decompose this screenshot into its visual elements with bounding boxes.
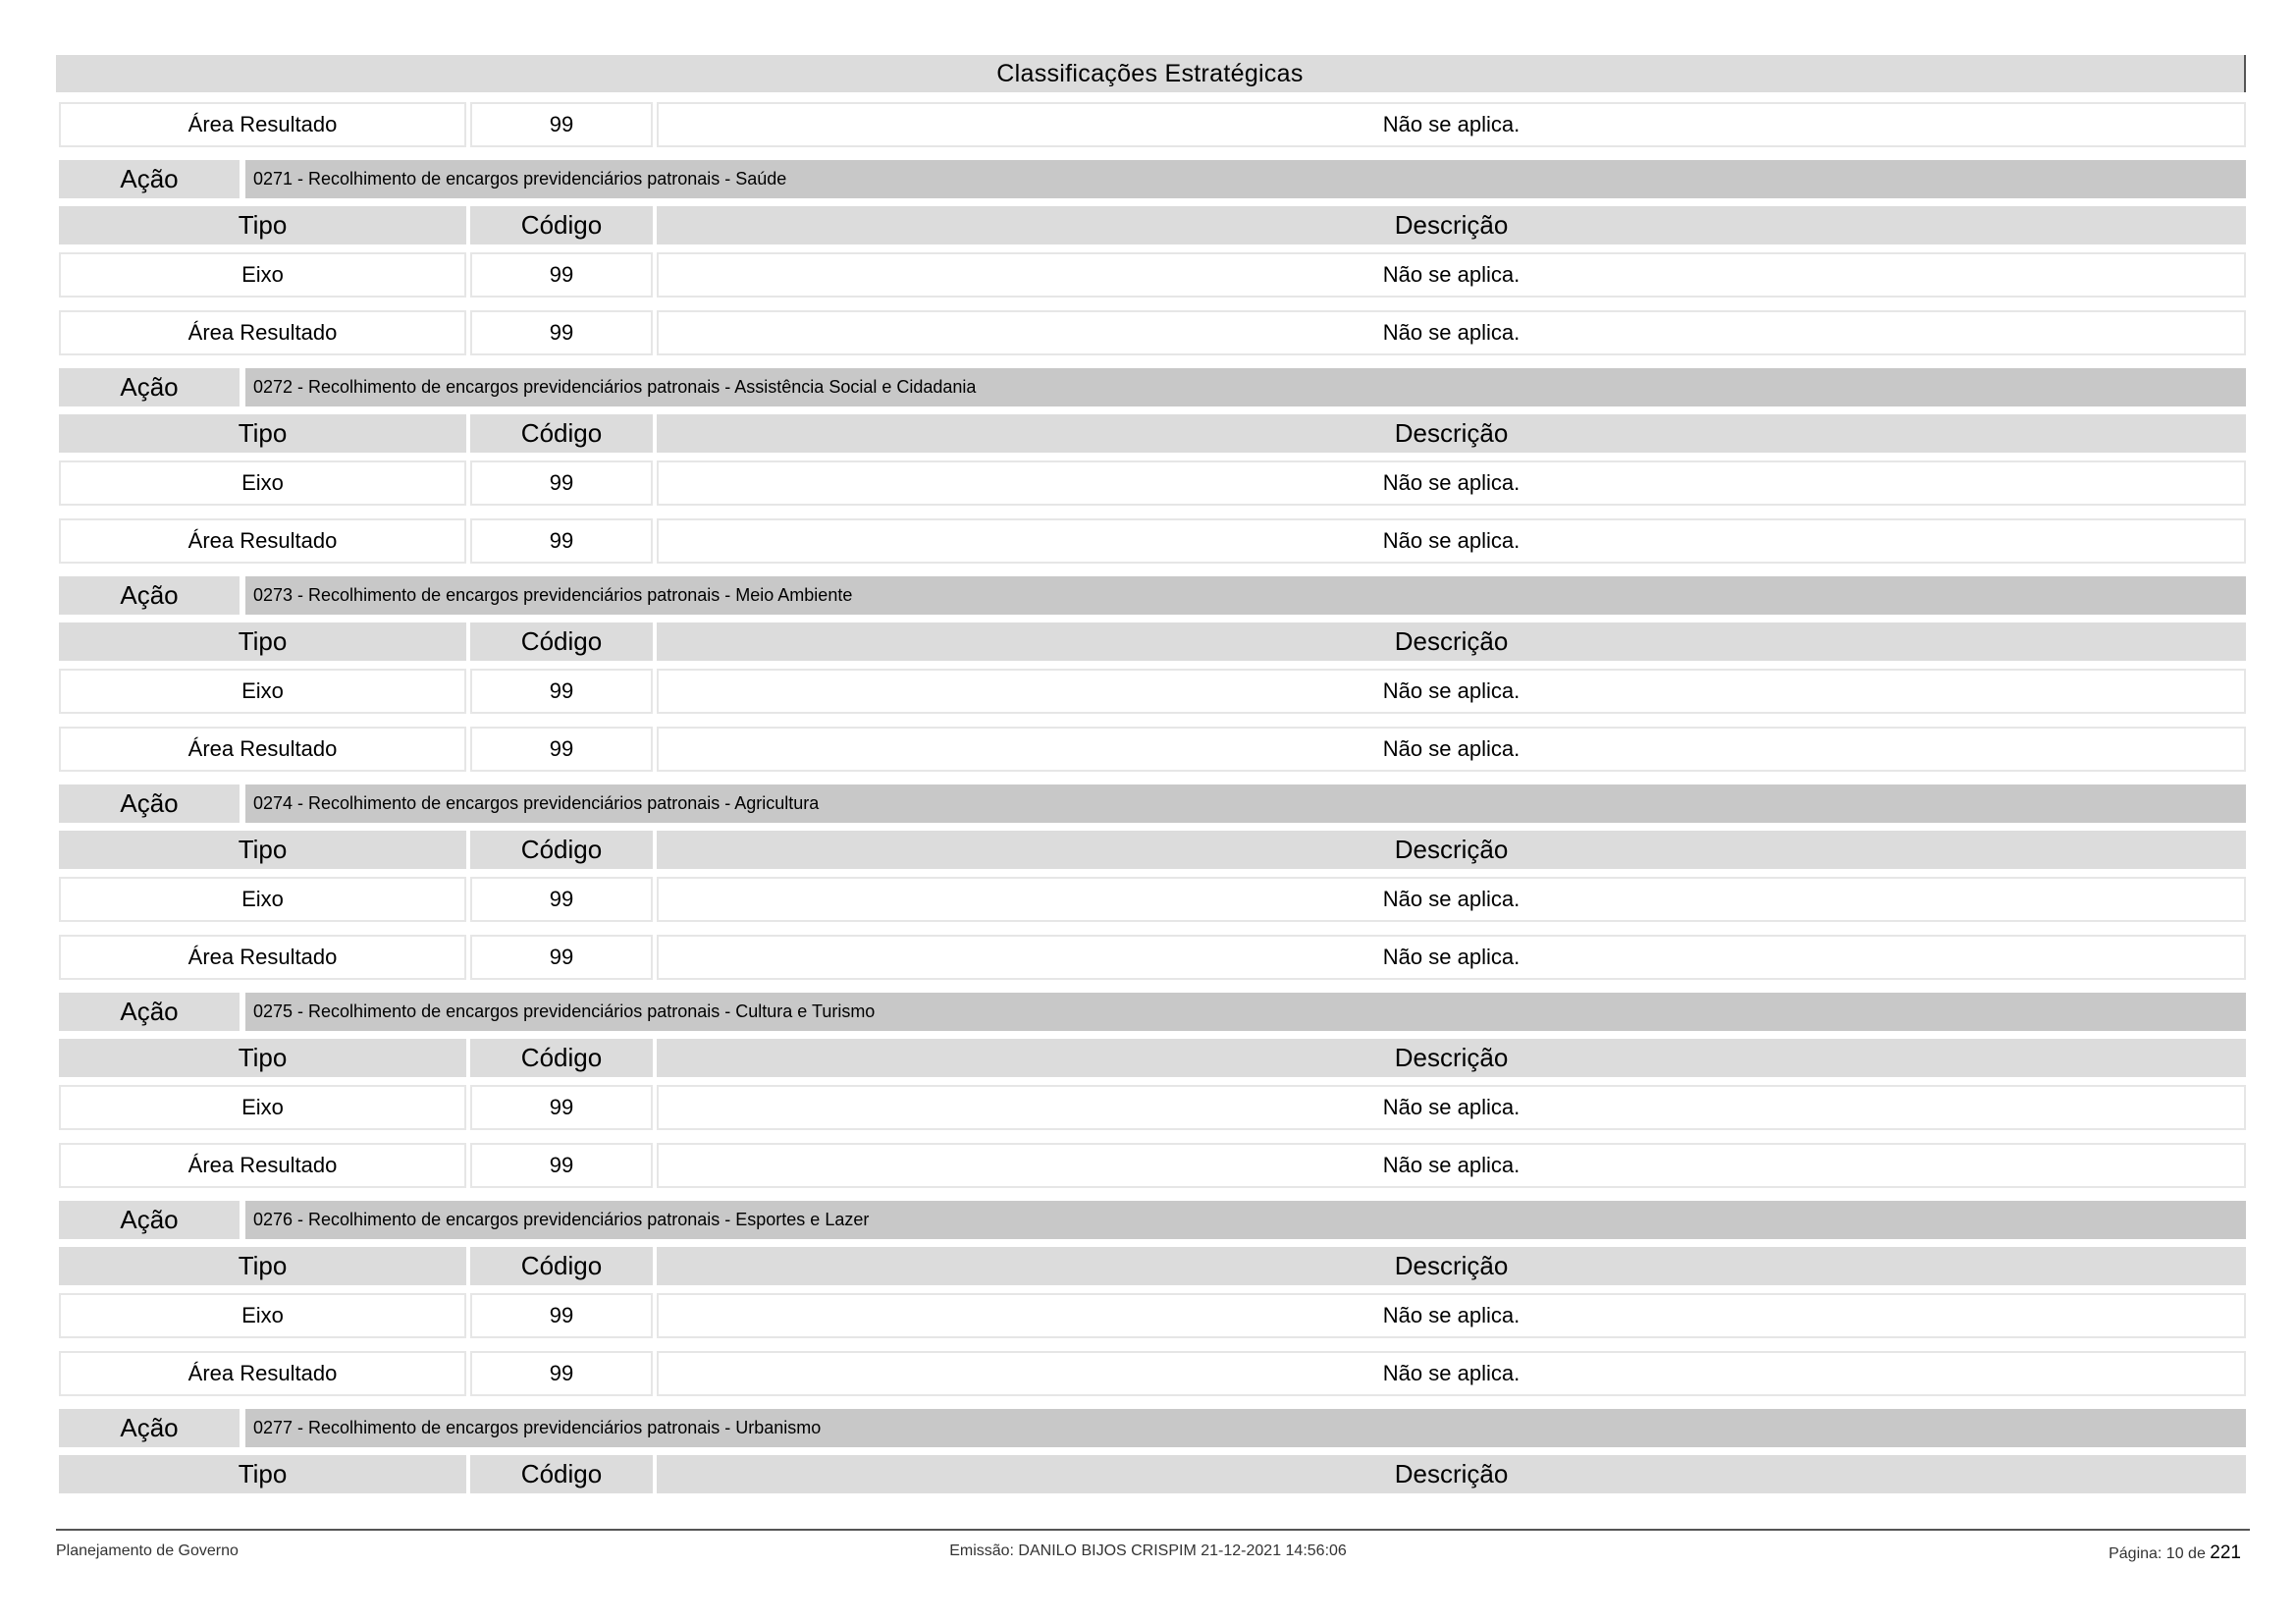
table-row: [59, 310, 2246, 355]
column-header-codigo: Código: [470, 1039, 653, 1077]
descricao-cell: Não se aplica.: [657, 669, 2246, 714]
table-row: [59, 1293, 2246, 1338]
acao-label: Ação: [59, 368, 240, 406]
column-header-codigo: Código: [470, 1247, 653, 1285]
column-header-tipo: Tipo: [59, 206, 466, 244]
column-header-row: [59, 206, 2246, 244]
codigo-cell: 99: [470, 310, 653, 355]
descricao-cell: Não se aplica.: [657, 1143, 2246, 1188]
tipo-cell: Eixo: [59, 1085, 466, 1130]
descricao-cell: Não se aplica.: [657, 1085, 2246, 1130]
column-header-descricao: Descrição: [657, 831, 2246, 869]
acao-block: [59, 993, 2246, 1188]
acao-label: Ação: [59, 1201, 240, 1239]
page-total: 221: [2210, 1542, 2241, 1563]
acao-row: [59, 576, 2246, 615]
table-row: [59, 669, 2246, 714]
table-row: [59, 518, 2246, 564]
acao-row: [59, 160, 2246, 198]
acao-row: [59, 784, 2246, 823]
column-header-row: [59, 831, 2246, 869]
column-header-codigo: Código: [470, 206, 653, 244]
column-header-tipo: Tipo: [59, 831, 466, 869]
column-header-codigo: Código: [470, 414, 653, 453]
acao-label: Ação: [59, 1409, 240, 1447]
column-header-codigo: Código: [470, 831, 653, 869]
codigo-cell: 99: [470, 460, 653, 506]
classifications-table: [59, 102, 2246, 1501]
descricao-cell: Não se aplica.: [657, 1293, 2246, 1338]
acoes-list: [59, 160, 2246, 1493]
column-header-row: [59, 1455, 2246, 1493]
tipo-cell: Eixo: [59, 877, 466, 922]
acao-title: 0275 - Recolhimento de encargos previdenciários patronais - Cultura e Turismo: [245, 993, 2246, 1031]
acao-block: [59, 1201, 2246, 1396]
footer-divider: [56, 1529, 2250, 1531]
codigo-cell: 99: [470, 1293, 653, 1338]
column-header-descricao: Descrição: [657, 206, 2246, 244]
codigo-cell: 99: [470, 877, 653, 922]
column-header-codigo: Código: [470, 1455, 653, 1493]
table-row: [59, 460, 2246, 506]
descricao-cell: Não se aplica.: [657, 1351, 2246, 1396]
table-row: [59, 877, 2246, 922]
descricao-cell: Não se aplica.: [657, 877, 2246, 922]
column-header-descricao: Descrição: [657, 1247, 2246, 1285]
column-header-tipo: Tipo: [59, 1455, 466, 1493]
descricao-cell: Não se aplica.: [657, 727, 2246, 772]
acao-row: [59, 1201, 2246, 1239]
descricao-cell: Não se aplica.: [657, 310, 2246, 355]
acao-block: [59, 160, 2246, 355]
acao-title: 0272 - Recolhimento de encargos previdenciários patronais - Assistência Social e Cidadania: [245, 368, 2246, 406]
descricao-cell: Não se aplica.: [657, 518, 2246, 564]
column-header-row: [59, 1247, 2246, 1285]
tipo-cell: Área Resultado: [59, 310, 466, 355]
column-header-row: [59, 1039, 2246, 1077]
page-prefix: Página: 10 de: [2109, 1545, 2206, 1562]
column-header-descricao: Descrição: [657, 414, 2246, 453]
tipo-cell: Área Resultado: [59, 727, 466, 772]
section-title: Classificações Estratégicas: [56, 55, 2246, 92]
codigo-cell: 99: [470, 1085, 653, 1130]
descricao-cell: Não se aplica.: [657, 935, 2246, 980]
acao-block: [59, 784, 2246, 980]
acao-block: [59, 368, 2246, 564]
acao-label: Ação: [59, 784, 240, 823]
codigo-cell: 99: [470, 1351, 653, 1396]
column-header-tipo: Tipo: [59, 622, 466, 661]
acao-title: 0271 - Recolhimento de encargos previdenciários patronais - Saúde: [245, 160, 2246, 198]
table-row: [59, 102, 2246, 147]
table-row: [59, 935, 2246, 980]
column-header-tipo: Tipo: [59, 1039, 466, 1077]
footer-emission: Emissão: DANILO BIJOS CRISPIM 21-12-2021 14:56:06: [949, 1542, 1347, 1559]
tipo-cell: Área Resultado: [59, 935, 466, 980]
codigo-cell: 99: [470, 935, 653, 980]
table-row: [59, 252, 2246, 298]
acao-block: [59, 1409, 2246, 1493]
footer-pagination: [2109, 1542, 2241, 1564]
tipo-cell: Eixo: [59, 1293, 466, 1338]
acao-title: 0273 - Recolhimento de encargos previdenciários patronais - Meio Ambiente: [245, 576, 2246, 615]
descricao-cell: Não se aplica.: [657, 460, 2246, 506]
column-header-descricao: Descrição: [657, 1455, 2246, 1493]
column-header-tipo: Tipo: [59, 414, 466, 453]
column-header-row: [59, 622, 2246, 661]
tipo-cell: Área Resultado: [59, 102, 466, 147]
acao-row: [59, 1409, 2246, 1447]
tipo-cell: Eixo: [59, 252, 466, 298]
codigo-cell: 99: [470, 727, 653, 772]
column-header-descricao: Descrição: [657, 622, 2246, 661]
table-row: [59, 1085, 2246, 1130]
table-row: [59, 727, 2246, 772]
acao-label: Ação: [59, 576, 240, 615]
tipo-cell: Eixo: [59, 460, 466, 506]
acao-label: Ação: [59, 160, 240, 198]
codigo-cell: 99: [470, 1143, 653, 1188]
table-row: [59, 1143, 2246, 1188]
column-header-codigo: Código: [470, 622, 653, 661]
tipo-cell: Área Resultado: [59, 1351, 466, 1396]
table-row: [59, 1351, 2246, 1396]
codigo-cell: 99: [470, 252, 653, 298]
acao-title: 0277 - Recolhimento de encargos previdenciários patronais - Urbanismo: [245, 1409, 2246, 1447]
footer-system-name: Planejamento de Governo: [56, 1542, 239, 1559]
codigo-cell: 99: [470, 102, 653, 147]
acao-title: 0274 - Recolhimento de encargos previdenciários patronais - Agricultura: [245, 784, 2246, 823]
acao-block: [59, 576, 2246, 772]
tipo-cell: Área Resultado: [59, 518, 466, 564]
descricao-cell: Não se aplica.: [657, 252, 2246, 298]
descricao-cell: Não se aplica.: [657, 102, 2246, 147]
column-header-descricao: Descrição: [657, 1039, 2246, 1077]
acao-row: [59, 993, 2246, 1031]
acao-row: [59, 368, 2246, 406]
tipo-cell: Eixo: [59, 669, 466, 714]
acao-title: 0276 - Recolhimento de encargos previdenciários patronais - Esportes e Lazer: [245, 1201, 2246, 1239]
column-header-row: [59, 414, 2246, 453]
acao-label: Ação: [59, 993, 240, 1031]
tipo-cell: Área Resultado: [59, 1143, 466, 1188]
column-header-tipo: Tipo: [59, 1247, 466, 1285]
codigo-cell: 99: [470, 518, 653, 564]
codigo-cell: 99: [470, 669, 653, 714]
